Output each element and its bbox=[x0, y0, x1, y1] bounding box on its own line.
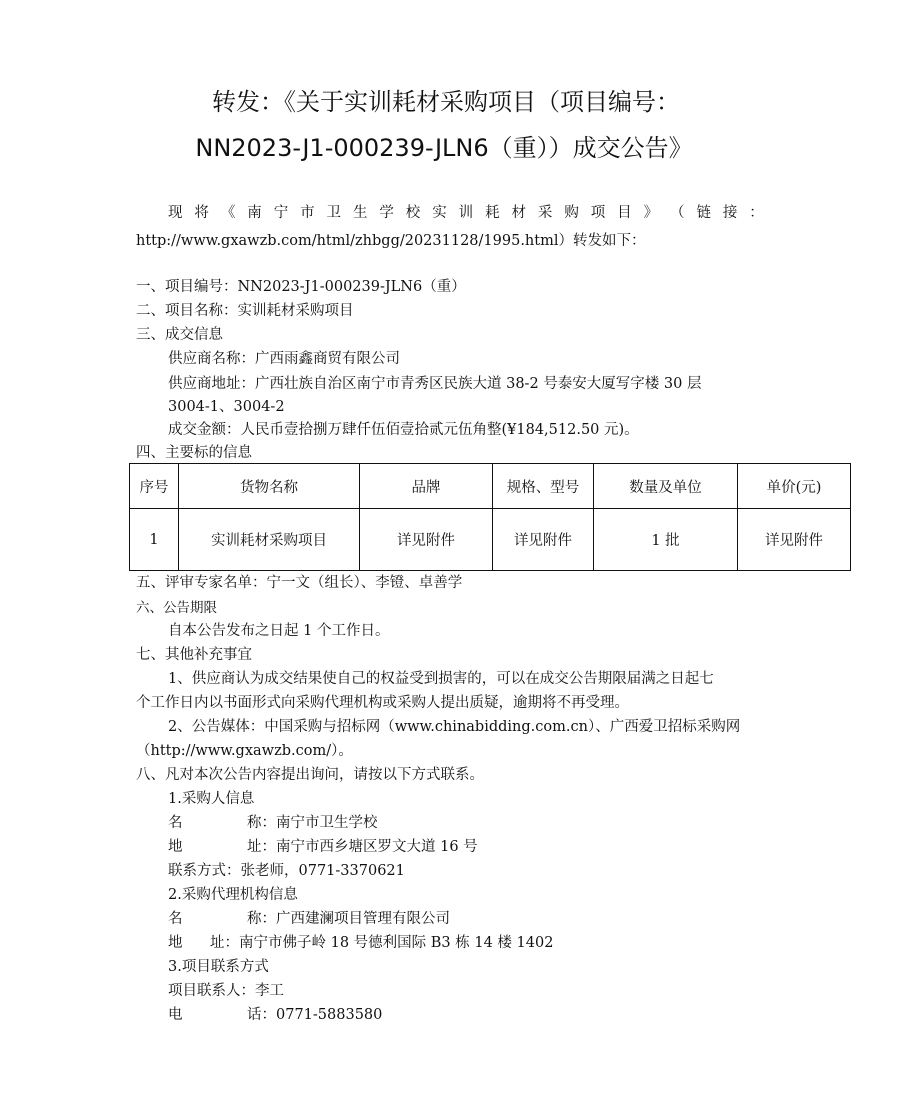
table-row bbox=[130, 509, 851, 571]
section-main-items: 四、主要标的信息 bbox=[136, 445, 252, 461]
project-contact-person: 项目联系人：李工 bbox=[168, 983, 284, 999]
agent-address: 址：南宁市佛子岭 18 号德利国际 B3 栋 14 楼 1402 bbox=[210, 935, 554, 951]
intro-char: 项 bbox=[590, 205, 606, 221]
cell-brand: 详见附件 bbox=[360, 509, 493, 571]
buyer-contact: 联系方式：张老师，0771-3370621 bbox=[168, 863, 405, 879]
col-header-brand: 品牌 bbox=[360, 464, 493, 509]
col-header-quantity: 数量及单位 bbox=[594, 464, 738, 509]
intro-char: 生 bbox=[352, 205, 368, 221]
intro-char: 《 bbox=[220, 205, 236, 221]
deal-amount: 成交金额：人民币壹拾捌万肆仟伍佰壹拾贰元伍角整(¥184,512.50 元)。 bbox=[168, 422, 639, 438]
agent-name: 称：广西建澜项目管理有限公司 bbox=[247, 911, 450, 927]
buyer-heading: 1.采购人信息 bbox=[168, 791, 255, 807]
intro-char: 耗 bbox=[485, 205, 500, 221]
cell-goods-name: 实训耗材采购项目 bbox=[179, 509, 360, 571]
section-experts: 五、评审专家名单：宁一文（组长）、李镫、卓善学 bbox=[136, 575, 463, 591]
section-other: 七、其他补充事宜 bbox=[136, 647, 252, 663]
supplier-name: 供应商名称：广西雨鑫商贸有限公司 bbox=[168, 351, 400, 367]
project-tel: 话：0771-5883580 bbox=[247, 1007, 383, 1023]
intro-char: 校 bbox=[405, 205, 421, 221]
intro-char: 实 bbox=[432, 205, 447, 221]
buyer-address: 址：南宁市西乡塘区罗文大道 16 号 bbox=[247, 839, 478, 855]
intro-line-1 bbox=[168, 201, 764, 222]
intro-char: 训 bbox=[458, 205, 474, 221]
cell-quantity: 1 批 bbox=[594, 509, 738, 571]
supplier-address: 供应商地址：广西壮族自治区南宁市青秀区民族大道 38-2 号泰安大厦写字楼 30 层 bbox=[168, 376, 702, 392]
intro-char: 》 bbox=[643, 205, 659, 221]
intro-char: 链 bbox=[696, 205, 711, 221]
intro-char: 购 bbox=[564, 205, 579, 221]
intro-char: 材 bbox=[511, 205, 526, 221]
buyer-address-label: 地 bbox=[168, 839, 183, 855]
note-1-line-1: 1、供应商认为成交结果使自己的权益受到损害的，可以在成交公告期限届满之日起七 bbox=[168, 671, 714, 687]
table-header-row bbox=[130, 464, 851, 509]
buyer-name-label: 名 bbox=[168, 815, 183, 831]
note-1-line-2: 个工作日内以书面形式向采购代理机构或采购人提出质疑，逾期将不再受理。 bbox=[136, 695, 629, 711]
intro-char: 现 bbox=[168, 205, 183, 221]
page-title-line-2: NN2023-J1-000239-JLN6（重））成交公告》 bbox=[195, 134, 693, 162]
page-title-line-1: 转发：《关于实训耗材采购项目（项目编号： bbox=[212, 88, 680, 116]
cell-index: 1 bbox=[130, 509, 179, 571]
section-project-name: 二、项目名称：实训耗材采购项目 bbox=[136, 303, 354, 319]
intro-char: 学 bbox=[379, 205, 394, 221]
agent-name-label: 名 bbox=[168, 911, 183, 927]
buyer-name: 称：南宁市卫生学校 bbox=[247, 815, 378, 831]
note-2-line-2: （http://www.gxawzb.com/）。 bbox=[136, 743, 353, 759]
section-contact: 八、凡对本次公告内容提出询问，请按以下方式联系。 bbox=[136, 767, 484, 783]
section-deal-info: 三、成交信息 bbox=[136, 327, 223, 343]
period-text: 自本公告发布之日起 1 个工作日。 bbox=[168, 623, 390, 639]
intro-char: 目 bbox=[617, 205, 632, 221]
supplier-address-cont: 3004-1、3004-2 bbox=[168, 399, 285, 415]
goods-table bbox=[129, 463, 851, 571]
intro-char: ： bbox=[749, 205, 764, 221]
agent-heading: 2.采购代理机构信息 bbox=[168, 887, 298, 903]
agent-address-label: 地 bbox=[168, 935, 183, 951]
col-header-index: 序号 bbox=[130, 464, 179, 509]
col-header-goods-name: 货物名称 bbox=[179, 464, 360, 509]
note-2-line-1: 2、公告媒体：中国采购与招标网（www.chinabidding.com.cn）、广西爱卫招标采购网 bbox=[168, 719, 741, 735]
intro-char: （ bbox=[670, 205, 685, 221]
intro-char: 卫 bbox=[326, 205, 342, 221]
intro-char: 市 bbox=[300, 205, 315, 221]
intro-line-2: http://www.gxawzb.com/html/zhbgg/20231128/1995.html）转发如下： bbox=[136, 233, 646, 249]
intro-char: 将 bbox=[194, 205, 209, 221]
cell-unit-price: 详见附件 bbox=[738, 509, 851, 571]
intro-char: 采 bbox=[537, 205, 553, 221]
project-contact-heading: 3.项目联系方式 bbox=[168, 959, 269, 975]
project-tel-label: 电 bbox=[168, 1007, 183, 1023]
intro-char: 宁 bbox=[273, 205, 289, 221]
cell-spec: 详见附件 bbox=[493, 509, 594, 571]
col-header-spec: 规格、型号 bbox=[493, 464, 594, 509]
intro-char: 南 bbox=[247, 205, 262, 221]
section-project-number: 一、项目编号：NN2023-J1-000239-JLN6（重） bbox=[136, 279, 466, 295]
col-header-unit-price: 单价(元) bbox=[738, 464, 851, 509]
intro-char: 接 bbox=[722, 205, 738, 221]
section-period: 六、公告期限 bbox=[136, 600, 217, 616]
